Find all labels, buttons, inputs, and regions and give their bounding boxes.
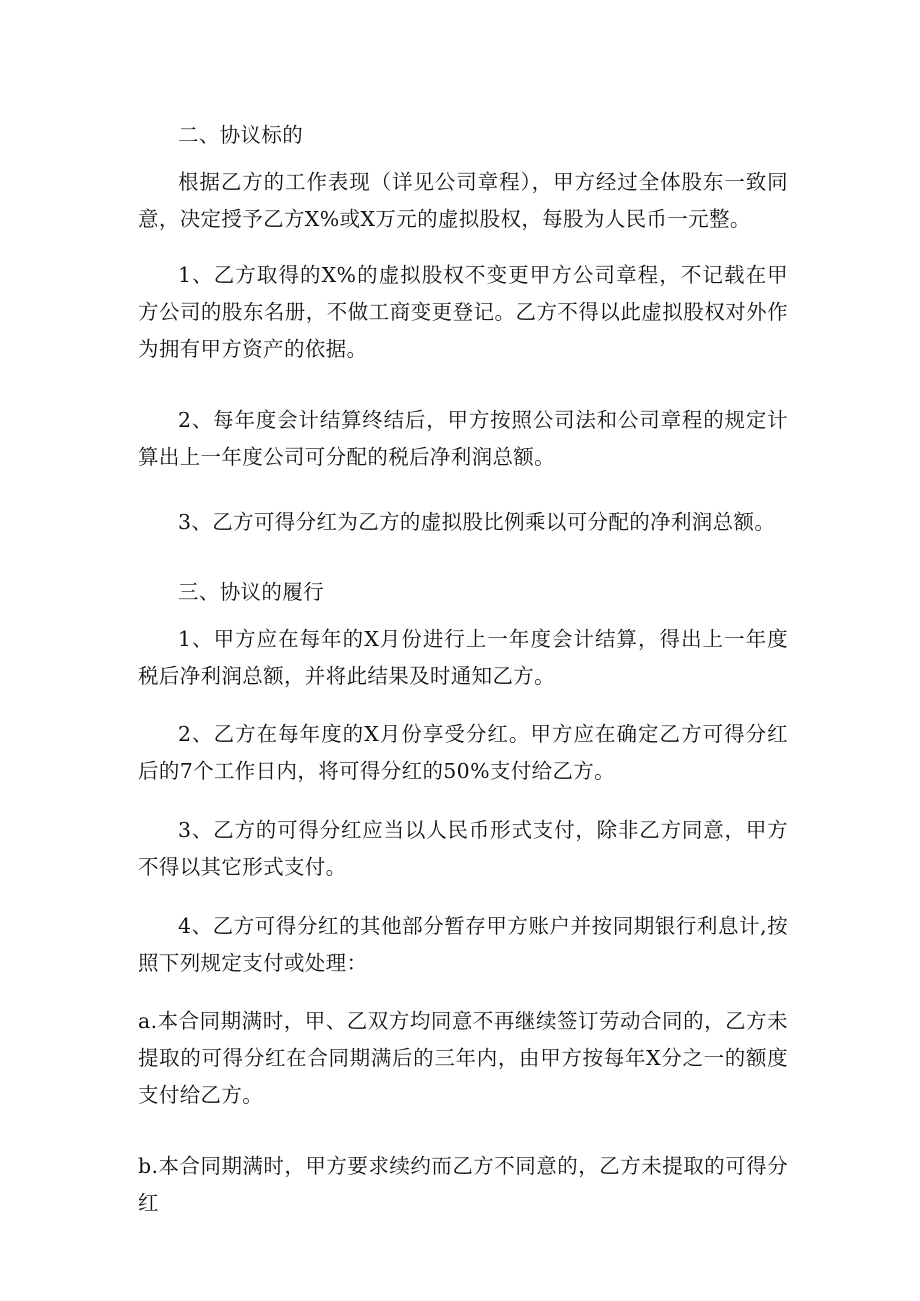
- paragraph-performance-2: 2、乙方在每年度的X月份享受分红。甲方应在确定乙方可得分红后的7个工作日内，将可得分红的50%支付给乙方。: [138, 722, 788, 783]
- paragraph-grant: 根据乙方的工作表现（详见公司章程），甲方经过全体股东一致同意，决定授予乙方X%或X万元的虚拟股权，每股为人民币一元整。: [138, 170, 788, 231]
- paragraph-item-b: b.本合同期满时，甲方要求续约而乙方不同意的，乙方未提取的可得分红: [138, 1154, 788, 1215]
- paragraph-clause-3: 3、乙方可得分红为乙方的虚拟股比例乘以可分配的净利润总额。: [178, 510, 776, 534]
- paragraph-performance-4: 4、乙方可得分红的其他部分暂存甲方账户并按同期银行利息计,按照下列规定支付或处理：: [138, 914, 788, 975]
- paragraph-item-a: a.本合同期满时，甲、乙双方均同意不再继续签订劳动合同的，乙方未提取的可得分红在合同期满后的三年内，由甲方按每年X分之一的额度支付给乙方。: [138, 1009, 788, 1107]
- paragraph-performance-3: 3、乙方的可得分红应当以人民币形式支付，除非乙方同意，甲方不得以其它形式支付。: [138, 818, 788, 879]
- paragraph-clause-2: 2、每年度会计结算终结后，甲方按照公司法和公司章程的规定计算出上一年度公司可分配的税后净利润总额。: [138, 408, 788, 469]
- paragraph-performance-1: 1、甲方应在每年的X月份进行上一年度会计结算，得出上一年度税后净利润总额，并将此结果及时通知乙方。: [138, 627, 788, 688]
- paragraph-clause-1: 1、乙方取得的X%的虚拟股权不变更甲方公司章程，不记载在甲方公司的股东名册，不做工商变更登记。乙方不得以此虚拟股权对外作为拥有甲方资产的依据。: [138, 263, 788, 361]
- section-heading-agreement-subject: 二、协议标的: [178, 123, 304, 147]
- section-heading-performance: 三、协议的履行: [178, 580, 324, 604]
